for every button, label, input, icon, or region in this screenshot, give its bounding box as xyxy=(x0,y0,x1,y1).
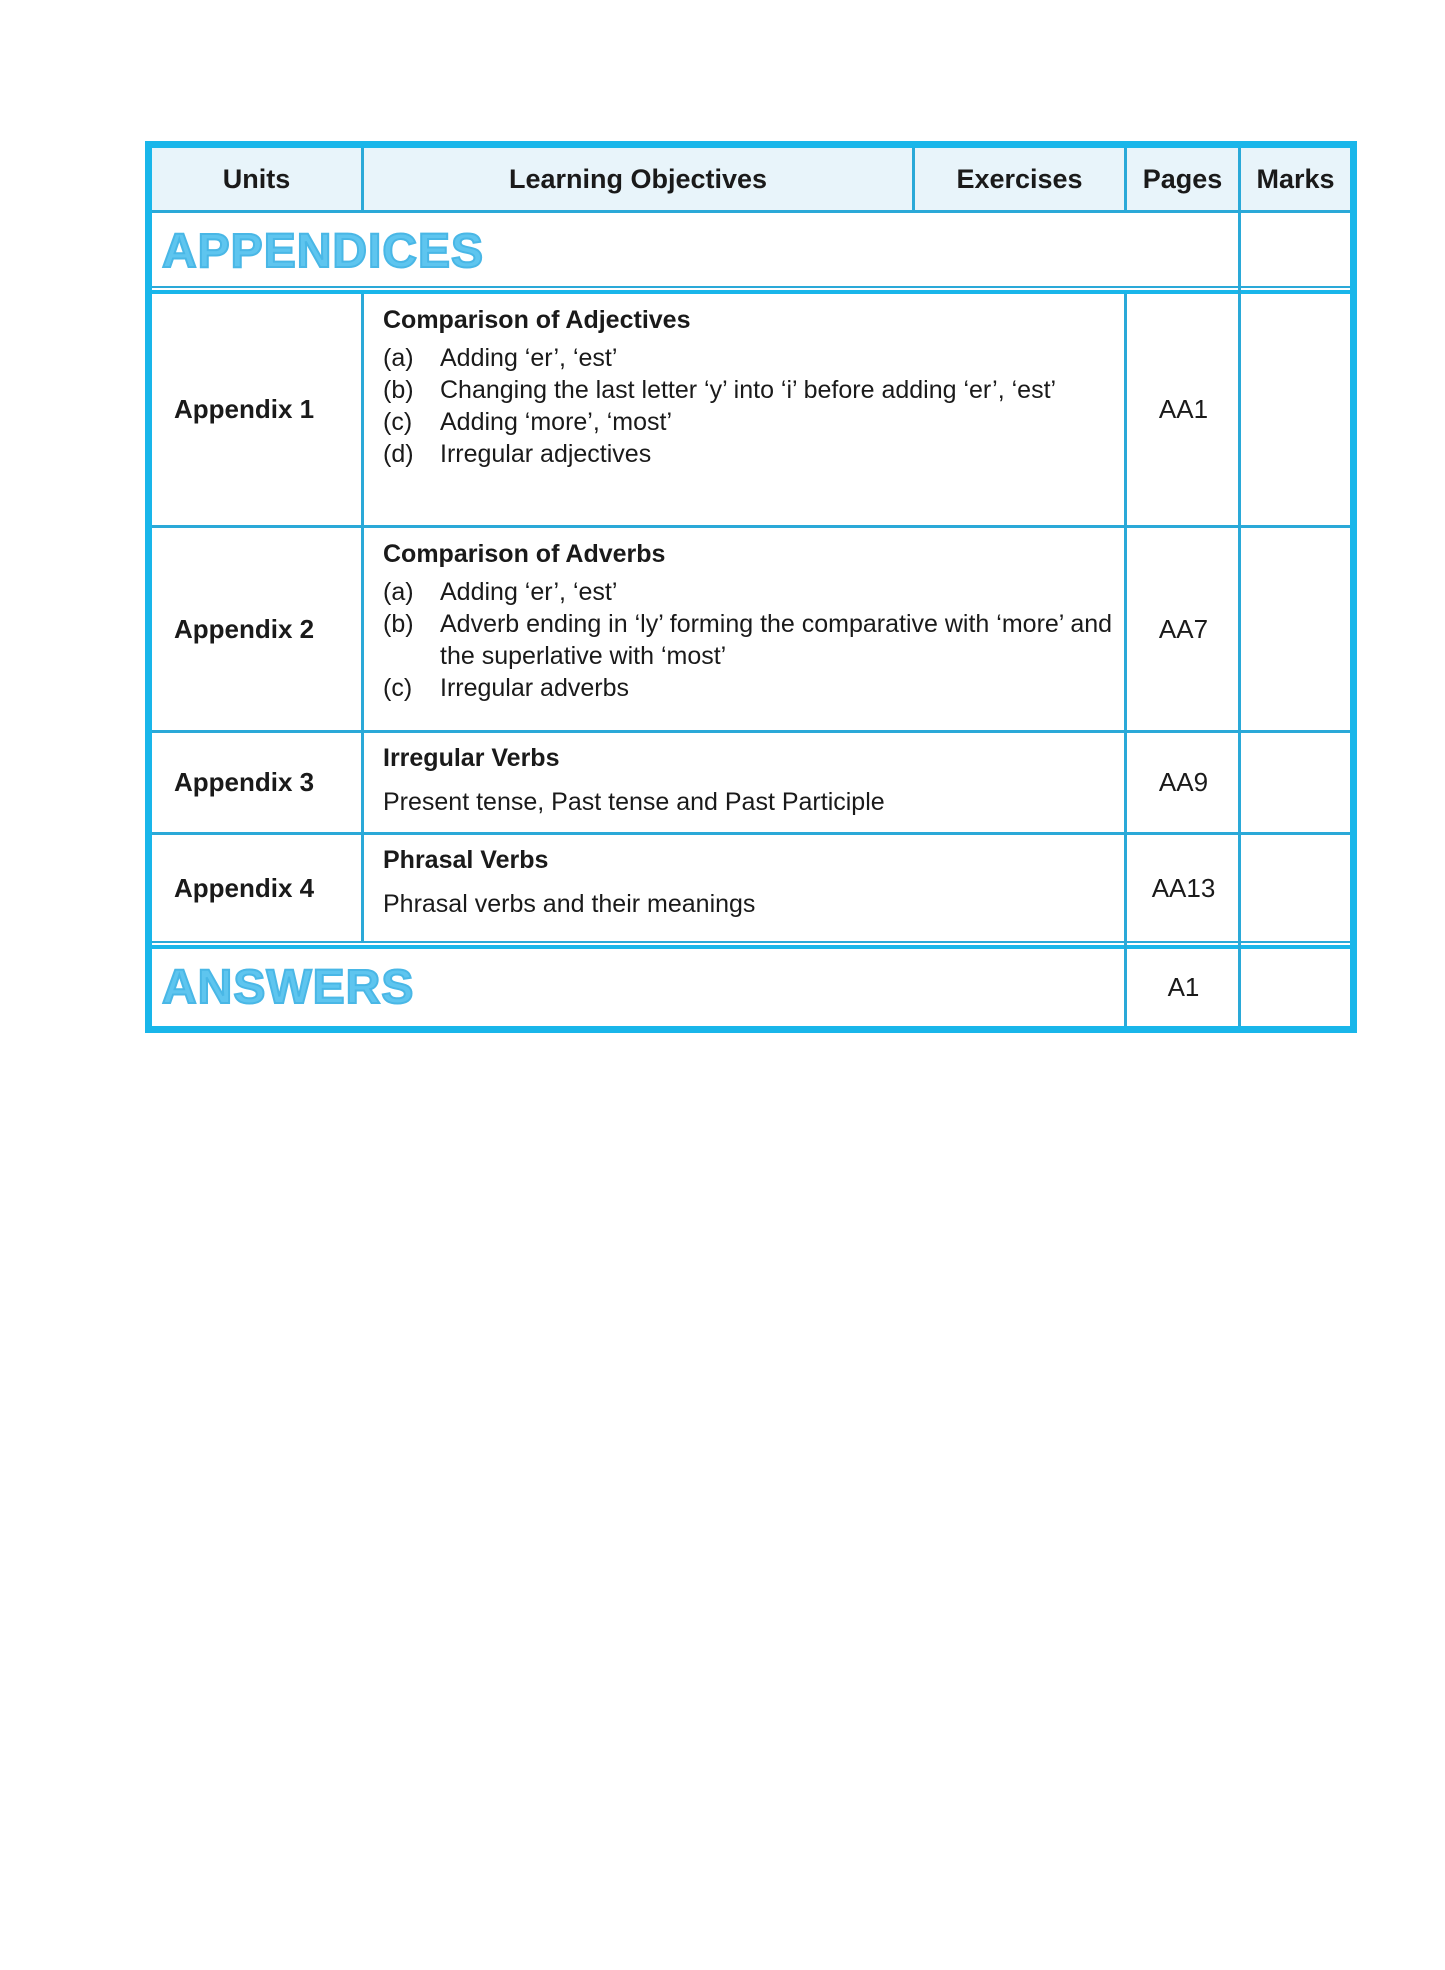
item-text: Irregular adjectives xyxy=(440,440,652,468)
item-key: (d) xyxy=(383,440,414,468)
objectives-cell xyxy=(364,844,1143,920)
objectives-cell xyxy=(364,304,1143,470)
divider xyxy=(152,941,1350,943)
list-item xyxy=(383,438,1143,470)
item-text: Adding ‘er’, ‘est’ xyxy=(440,578,618,606)
header-marks: Marks xyxy=(1241,148,1350,210)
unit-label: Appendix 4 xyxy=(174,872,315,903)
page-ref: AA9 xyxy=(1158,767,1209,797)
objectives-cell xyxy=(364,742,1143,818)
answers-page-ref: A1 xyxy=(1167,972,1200,1002)
list-item xyxy=(383,342,1143,374)
objective-description: Phrasal verbs and their meanings xyxy=(383,890,756,918)
divider xyxy=(912,148,915,210)
item-key: (b) xyxy=(383,376,414,404)
item-text: Adding ‘er’, ‘est’ xyxy=(440,344,618,372)
divider xyxy=(1124,148,1127,210)
objectives-cell xyxy=(364,538,1143,704)
list-item xyxy=(383,672,1143,704)
objective-title: Comparison of Adverbs xyxy=(383,540,666,568)
item-key: (b) xyxy=(383,610,414,638)
divider xyxy=(152,210,1350,213)
item-text: Changing the last letter ‘y’ into ‘i’ before adding ‘er’, ‘est’ xyxy=(440,376,1057,404)
page-ref: AA1 xyxy=(1158,394,1209,424)
item-text: Adding ‘more’, ‘most’ xyxy=(440,408,673,436)
divider xyxy=(152,286,1350,288)
item-key: (c) xyxy=(383,408,413,436)
unit-label: Appendix 2 xyxy=(174,613,315,644)
objective-title: Phrasal Verbs xyxy=(383,846,549,874)
item-text: Irregular adverbs xyxy=(440,674,629,702)
page-ref: AA7 xyxy=(1158,613,1209,644)
list-item xyxy=(383,576,1143,608)
header-exercises: Exercises xyxy=(915,148,1124,210)
page-ref: AA13 xyxy=(1151,872,1216,903)
objective-title: Irregular Verbs xyxy=(383,744,560,772)
unit-label: Appendix 1 xyxy=(174,394,315,424)
list-item xyxy=(383,374,1143,406)
item-key: (a) xyxy=(383,344,414,372)
list-item xyxy=(383,406,1143,438)
divider xyxy=(361,148,364,210)
objective-description: Present tense, Past tense and Past Participle xyxy=(383,788,885,816)
objective-title: Comparison of Adjectives xyxy=(383,306,691,334)
header-pages: Pages xyxy=(1127,148,1238,210)
item-key: (c) xyxy=(383,674,413,702)
list-item xyxy=(383,608,1143,672)
item-text: Adverb ending in ‘ly’ forming the comparative with ‘more’ and the superlative with ‘most’ xyxy=(440,610,1113,670)
header-objectives: Learning Objectives xyxy=(364,148,912,210)
unit-label: Appendix 3 xyxy=(174,767,315,797)
item-key: (a) xyxy=(383,578,414,606)
contents-table xyxy=(145,141,1357,1033)
appendices-heading: APPENDICES xyxy=(162,224,485,278)
answers-heading: ANSWERS xyxy=(162,961,415,1014)
header-units: Units xyxy=(152,148,361,210)
